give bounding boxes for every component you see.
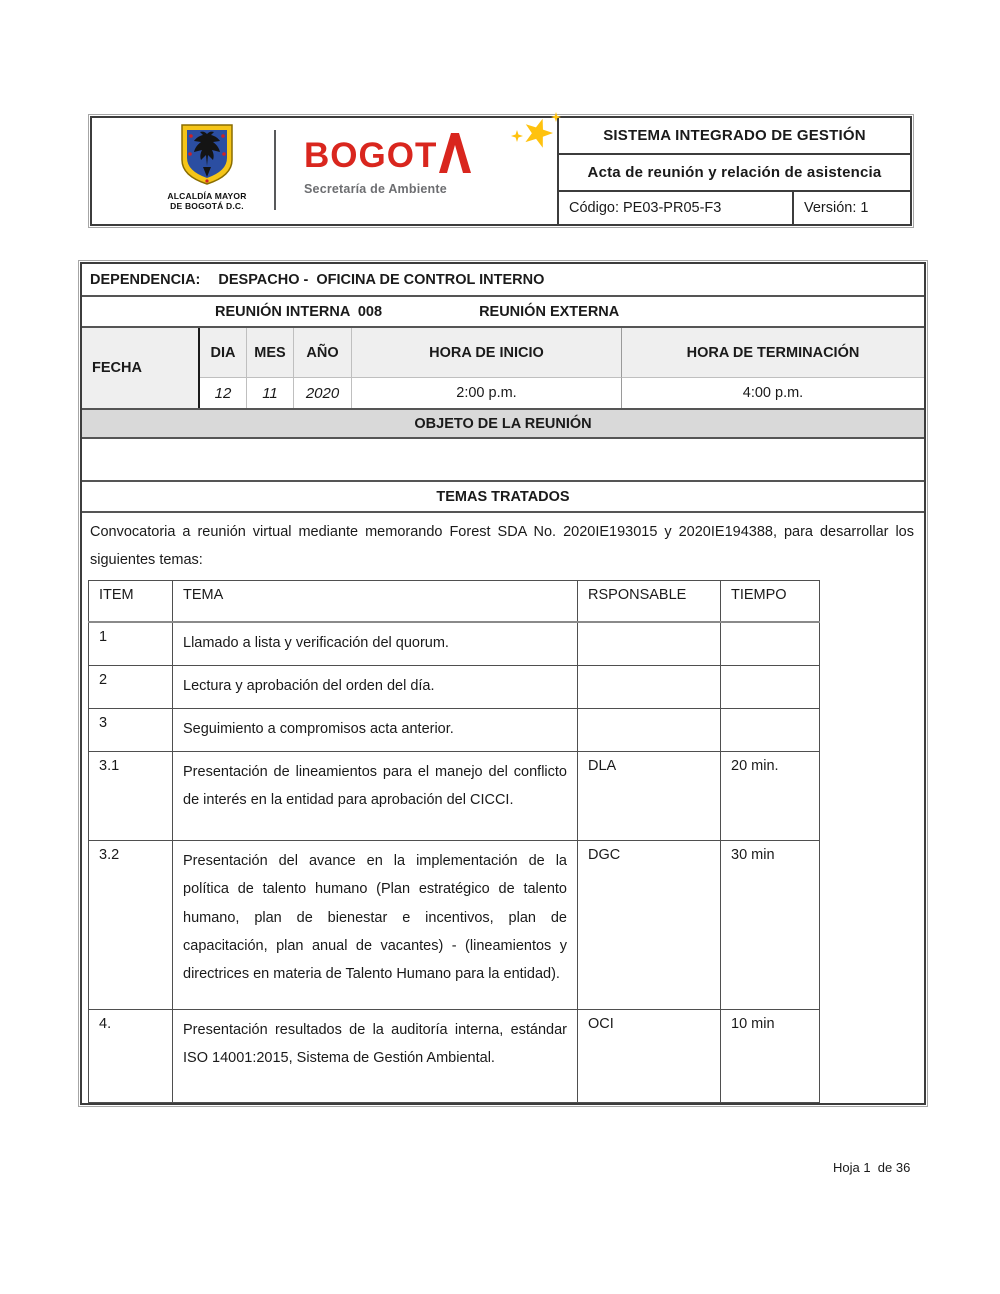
agenda-tiempo-cell bbox=[721, 709, 820, 752]
reunion-externa-label: REUNIÓN EXTERNA bbox=[479, 303, 620, 320]
agenda-responsable-cell bbox=[578, 666, 721, 709]
agenda-responsable-cell bbox=[578, 709, 721, 752]
agenda-row bbox=[89, 1010, 820, 1103]
agenda-header-row bbox=[89, 581, 820, 623]
agenda-item-cell: 4. bbox=[89, 1010, 173, 1103]
agenda-item-cell: 2 bbox=[89, 666, 173, 709]
header-table bbox=[90, 116, 912, 226]
agenda-tiempo-cell: 30 min bbox=[721, 841, 820, 1010]
alcaldia-caption-line1: ALCALDÍA MAYOR bbox=[167, 191, 247, 201]
system-title: SISTEMA INTEGRADO DE GESTIÓN bbox=[603, 126, 866, 144]
agenda-responsable-cell: OCI bbox=[578, 1010, 721, 1103]
agenda-tema-cell: Presentación del avance en la implementación de la política de talento humano (Plan estratégico de talento humano, plan de bienestar e incentivos, plan de capacitación, plan anual de vacantes) - (lineamientos y directrices en materia de Talento Humano para la entidad). bbox=[173, 841, 578, 1010]
agenda-table bbox=[88, 580, 820, 1103]
hora-fin-value: 4:00 p.m. bbox=[622, 377, 924, 408]
sparkle-icon bbox=[511, 130, 523, 142]
dia-value: 12 bbox=[200, 377, 247, 408]
agenda-tema-cell: Presentación resultados de la auditoría interna, estándar ISO 14001:2015, Sistema de Gestión Ambiental. bbox=[173, 1010, 578, 1103]
agenda-responsable-cell bbox=[578, 622, 721, 666]
agenda-responsable-cell: DLA bbox=[578, 752, 721, 841]
agenda-item-cell: 3 bbox=[89, 709, 173, 752]
agenda-row bbox=[89, 752, 820, 841]
col-header-tema: TEMA bbox=[173, 581, 578, 623]
alcaldia-logo bbox=[142, 124, 272, 211]
bogota-logo bbox=[304, 132, 549, 196]
fecha-grid bbox=[82, 326, 924, 408]
agenda-tiempo-cell bbox=[721, 666, 820, 709]
agenda-item-cell: 1 bbox=[89, 622, 173, 666]
agenda-tiempo-cell: 10 min bbox=[721, 1010, 820, 1103]
star-icon bbox=[523, 118, 553, 148]
fecha-label: FECHA bbox=[82, 328, 200, 408]
hora-inicio-header: HORA DE INICIO bbox=[352, 328, 622, 377]
dependencia-value: DESPACHO - OFICINA DE CONTROL INTERNO bbox=[218, 271, 545, 288]
version-label: Versión: 1 bbox=[804, 200, 869, 217]
bogota-wordmark-row bbox=[304, 132, 549, 180]
agenda-responsable-cell: DGC bbox=[578, 841, 721, 1010]
alcaldia-caption-line2: DE BOGOTÁ D.C. bbox=[170, 201, 244, 212]
dependencia-label: DEPENDENCIA: bbox=[90, 271, 201, 288]
bogota-wordmark: BOGOT bbox=[304, 136, 438, 175]
hora-fin-header: HORA DE TERMINACIÓN bbox=[622, 328, 924, 377]
logo-divider bbox=[274, 130, 276, 210]
agenda-row bbox=[89, 666, 820, 709]
mes-value: 11 bbox=[247, 377, 294, 408]
dia-header: DIA bbox=[200, 328, 247, 377]
agenda-item-cell: 3.1 bbox=[89, 752, 173, 841]
agenda-tema-cell: Seguimiento a compromisos acta anterior. bbox=[173, 709, 578, 752]
header-logos-cell bbox=[92, 118, 559, 224]
col-header-tiempo: TIEMPO bbox=[721, 581, 820, 623]
sparkle-icon bbox=[551, 112, 561, 122]
code-label: Código: PE03-PR05-F3 bbox=[559, 192, 794, 224]
temas-header: TEMAS TRATADOS bbox=[82, 480, 924, 511]
agenda-row bbox=[89, 841, 820, 1010]
intro-paragraph: Convocatoria a reunión virtual mediante memorando Forest SDA No. 2020IE193015 y 2020IE194388, para desarrollar los siguientes temas: bbox=[90, 524, 914, 568]
temas-content-cell bbox=[82, 511, 924, 1103]
ano-value: 2020 bbox=[294, 377, 352, 408]
page-number: Hoja 1 de 36 bbox=[833, 1160, 911, 1175]
header-titles-cell bbox=[559, 118, 910, 224]
code-version-row bbox=[559, 190, 910, 224]
agenda-row bbox=[89, 622, 820, 666]
ano-header: AÑO bbox=[294, 328, 352, 377]
alcaldia-shield-icon bbox=[179, 124, 235, 186]
agenda-tiempo-cell bbox=[721, 622, 820, 666]
secretaria-label: Secretaría de Ambiente bbox=[304, 182, 447, 196]
agenda-tema-cell: Lectura y aprobación del orden del día. bbox=[173, 666, 578, 709]
agenda-tema-cell: Presentación de lineamientos para el manejo del conflicto de interés en la entidad para aprobación del CICCI. bbox=[173, 752, 578, 841]
agenda-row bbox=[89, 709, 820, 752]
dependencia-row bbox=[82, 264, 924, 295]
reunion-interna-label: REUNIÓN INTERNA 008 bbox=[215, 303, 383, 320]
agenda-item-cell: 3.2 bbox=[89, 841, 173, 1010]
hora-inicio-value: 2:00 p.m. bbox=[352, 377, 622, 408]
meeting-table bbox=[80, 262, 926, 1105]
agenda-tema-cell: Llamado a lista y verificación del quorum. bbox=[173, 622, 578, 666]
objeto-header: OBJETO DE LA REUNIÓN bbox=[82, 408, 924, 437]
objeto-value bbox=[82, 437, 924, 480]
col-header-responsable: RSPONSABLE bbox=[578, 581, 721, 623]
mes-header: MES bbox=[247, 328, 294, 377]
bogota-chevron-icon bbox=[439, 133, 471, 173]
doc-title: Acta de reunión y relación de asistencia bbox=[559, 153, 910, 191]
reunion-type-row bbox=[82, 295, 924, 326]
col-header-item: ITEM bbox=[89, 581, 173, 623]
agenda-tiempo-cell: 20 min. bbox=[721, 752, 820, 841]
